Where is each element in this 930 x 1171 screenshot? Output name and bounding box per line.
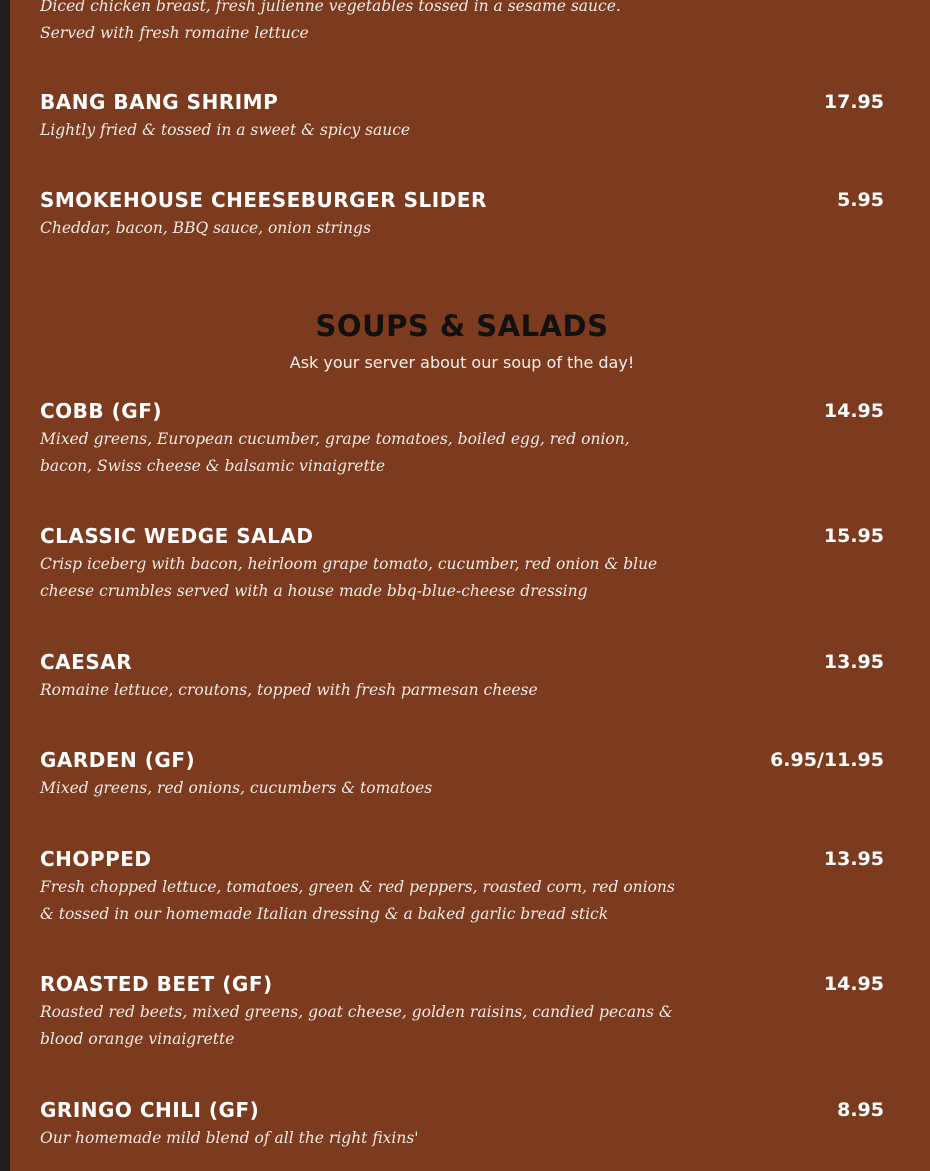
- item-price: 15.95: [823, 525, 884, 547]
- item-price: 5.95: [837, 189, 884, 211]
- item-description: Cheddar, bacon, BBQ sauce, onion strings: [40, 219, 371, 237]
- item-description: Lightly fried & tossed in a sweet & spicy sauce: [40, 121, 411, 139]
- item-description: Mixed greens, European cucumber, grape tomatoes, boiled egg, red onion, bacon, Swiss cheese & balsamic vinaigrette: [40, 430, 630, 475]
- item-description: Romaine lettuce, croutons, topped with fresh parmesan cheese: [40, 681, 538, 699]
- menu-item-roasted-beet: [40, 971, 884, 1053]
- menu-item-cobb: [40, 398, 884, 480]
- item-name: CHOPPED: [40, 847, 152, 871]
- item-price: 14.95: [823, 973, 884, 995]
- item-price: 17.95: [823, 91, 884, 113]
- menu-item-caesar: [40, 649, 884, 704]
- section-title: SOUPS & SALADS: [315, 309, 609, 343]
- item-name: CAESAR: [40, 650, 133, 674]
- item-name: SMOKEHOUSE CHEESEBURGER SLIDER: [40, 188, 487, 212]
- item-description: Fresh chopped lettuce, tomatoes, green & red peppers, roasted corn, red onions & tossed in our homemade Italian dressing & a baked garlic bread stick: [40, 878, 675, 923]
- item-name: CLASSIC WEDGE SALAD: [40, 524, 314, 548]
- left-border: [0, 0, 10, 1171]
- item-description: Mixed greens, red onions, cucumbers & tomatoes: [40, 779, 433, 797]
- item-description: Diced chicken breast, fresh julienne vegetables tossed in a sesame sauce. Served with fresh romaine lettuce: [40, 0, 621, 42]
- menu-item-classic-wedge: [40, 523, 884, 605]
- item-price: 6.95/11.95: [770, 749, 884, 771]
- item-name: GARDEN (GF): [40, 748, 196, 772]
- item-price: 14.95: [823, 400, 884, 422]
- item-name: GRINGO CHILI (GF): [40, 1098, 260, 1122]
- menu-item-garden: [40, 747, 884, 802]
- menu-item-bang-bang-shrimp: [40, 89, 884, 144]
- item-description: Crisp iceberg with bacon, heirloom grape tomato, cucumber, red onion & blue cheese crumbles served with a house made bbq-blue-cheese dressing: [40, 555, 658, 600]
- item-name: BANG BANG SHRIMP: [40, 90, 279, 114]
- item-price: 13.95: [823, 848, 884, 870]
- item-price: 13.95: [823, 651, 884, 673]
- item-name: ROASTED BEET (GF): [40, 972, 273, 996]
- menu-item-chopped: [40, 846, 884, 928]
- item-description: Roasted red beets, mixed greens, goat cheese, golden raisins, candied pecans & blood orange vinaigrette: [40, 1003, 673, 1048]
- item-description: Our homemade mild blend of all the right fixins': [40, 1129, 419, 1147]
- item-price: 8.95: [837, 1099, 884, 1121]
- section-subtitle: Ask your server about our soup of the day!: [289, 353, 635, 372]
- menu-item-cheeseburger-slider: [40, 187, 884, 242]
- item-name: COBB (GF): [40, 399, 162, 423]
- menu-item-gringo-chili: [40, 1097, 884, 1152]
